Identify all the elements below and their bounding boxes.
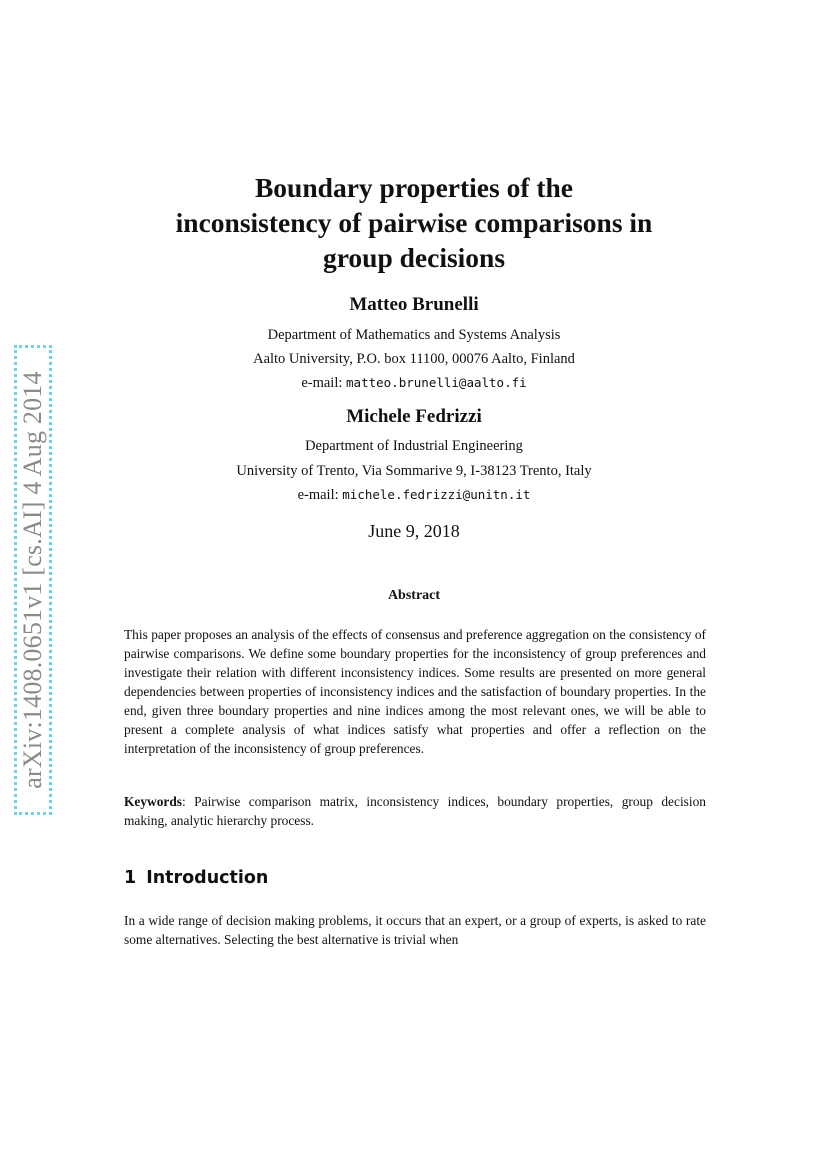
author-2-address: University of Trento, Via Sommarive 9, I-38123 Trento, Italy	[236, 463, 592, 479]
author-2-email[interactable]: michele.fedrizzi@unitn.it	[342, 487, 531, 502]
author-1-department: Department of Mathematics and Systems Analysis	[267, 327, 561, 343]
keywords-label: Keywords	[124, 794, 183, 809]
author-2-email-line	[0, 487, 828, 504]
section-heading	[124, 868, 268, 888]
author-2-email-label: e-mail:	[297, 487, 339, 503]
arxiv-id[interactable]: arXiv:1408.0651v1 [cs.AI] 4 Aug 2014	[18, 371, 47, 789]
title-line-1: Boundary properties of the	[254, 172, 574, 203]
abstract-heading: Abstract	[387, 588, 441, 603]
author-1-email-line	[0, 375, 828, 392]
author-1-email-label: e-mail:	[301, 375, 343, 391]
author-2-department: Department of Industrial Engineering	[305, 438, 523, 454]
paper-title	[0, 170, 828, 275]
intro-paragraph: In a wide range of decision making problems, it occurs that an expert, or a group of experts, is asked to rate some alternatives. Selecting the best alternative is trivial when	[124, 913, 706, 947]
abstract-text: This paper proposes an analysis of the effects of consensus and preference aggregation on the consistency of pairwise comparisons. We define some boundary properties for the inconsistency of group preferences and investigate their relation with different inconsistency indices. Some results are presented on more general dependencies between properties of inconsistency indices and the satisfaction of boundary properties. In the end, given three boundary properties and nine indices among the most relevant ones, we will be able to present a complete analysis of what indices satisfy what properties and offer a reflection on the interpretation of the inconsistency of group preferences.	[124, 627, 706, 756]
title-line-2: inconsistency of pairwise comparisons in	[175, 207, 653, 238]
section-title: Introduction	[146, 868, 269, 888]
author-1-name: Matteo Brunelli	[349, 294, 479, 315]
section-number: 1	[124, 868, 137, 888]
keywords-text: : Pairwise comparison matrix, inconsistency indices, boundary properties, group decision making, analytic hierarchy process.	[124, 794, 706, 828]
author-1-address: Aalto University, P.O. box 11100, 00076 Aalto, Finland	[253, 351, 575, 367]
author-2-name: Michele Fedrizzi	[346, 406, 482, 427]
paper-date: June 9, 2018	[368, 521, 460, 541]
author-1-email[interactable]: matteo.brunelli@aalto.fi	[346, 375, 527, 390]
title-line-3: group decisions	[322, 242, 506, 273]
keywords	[124, 792, 706, 830]
